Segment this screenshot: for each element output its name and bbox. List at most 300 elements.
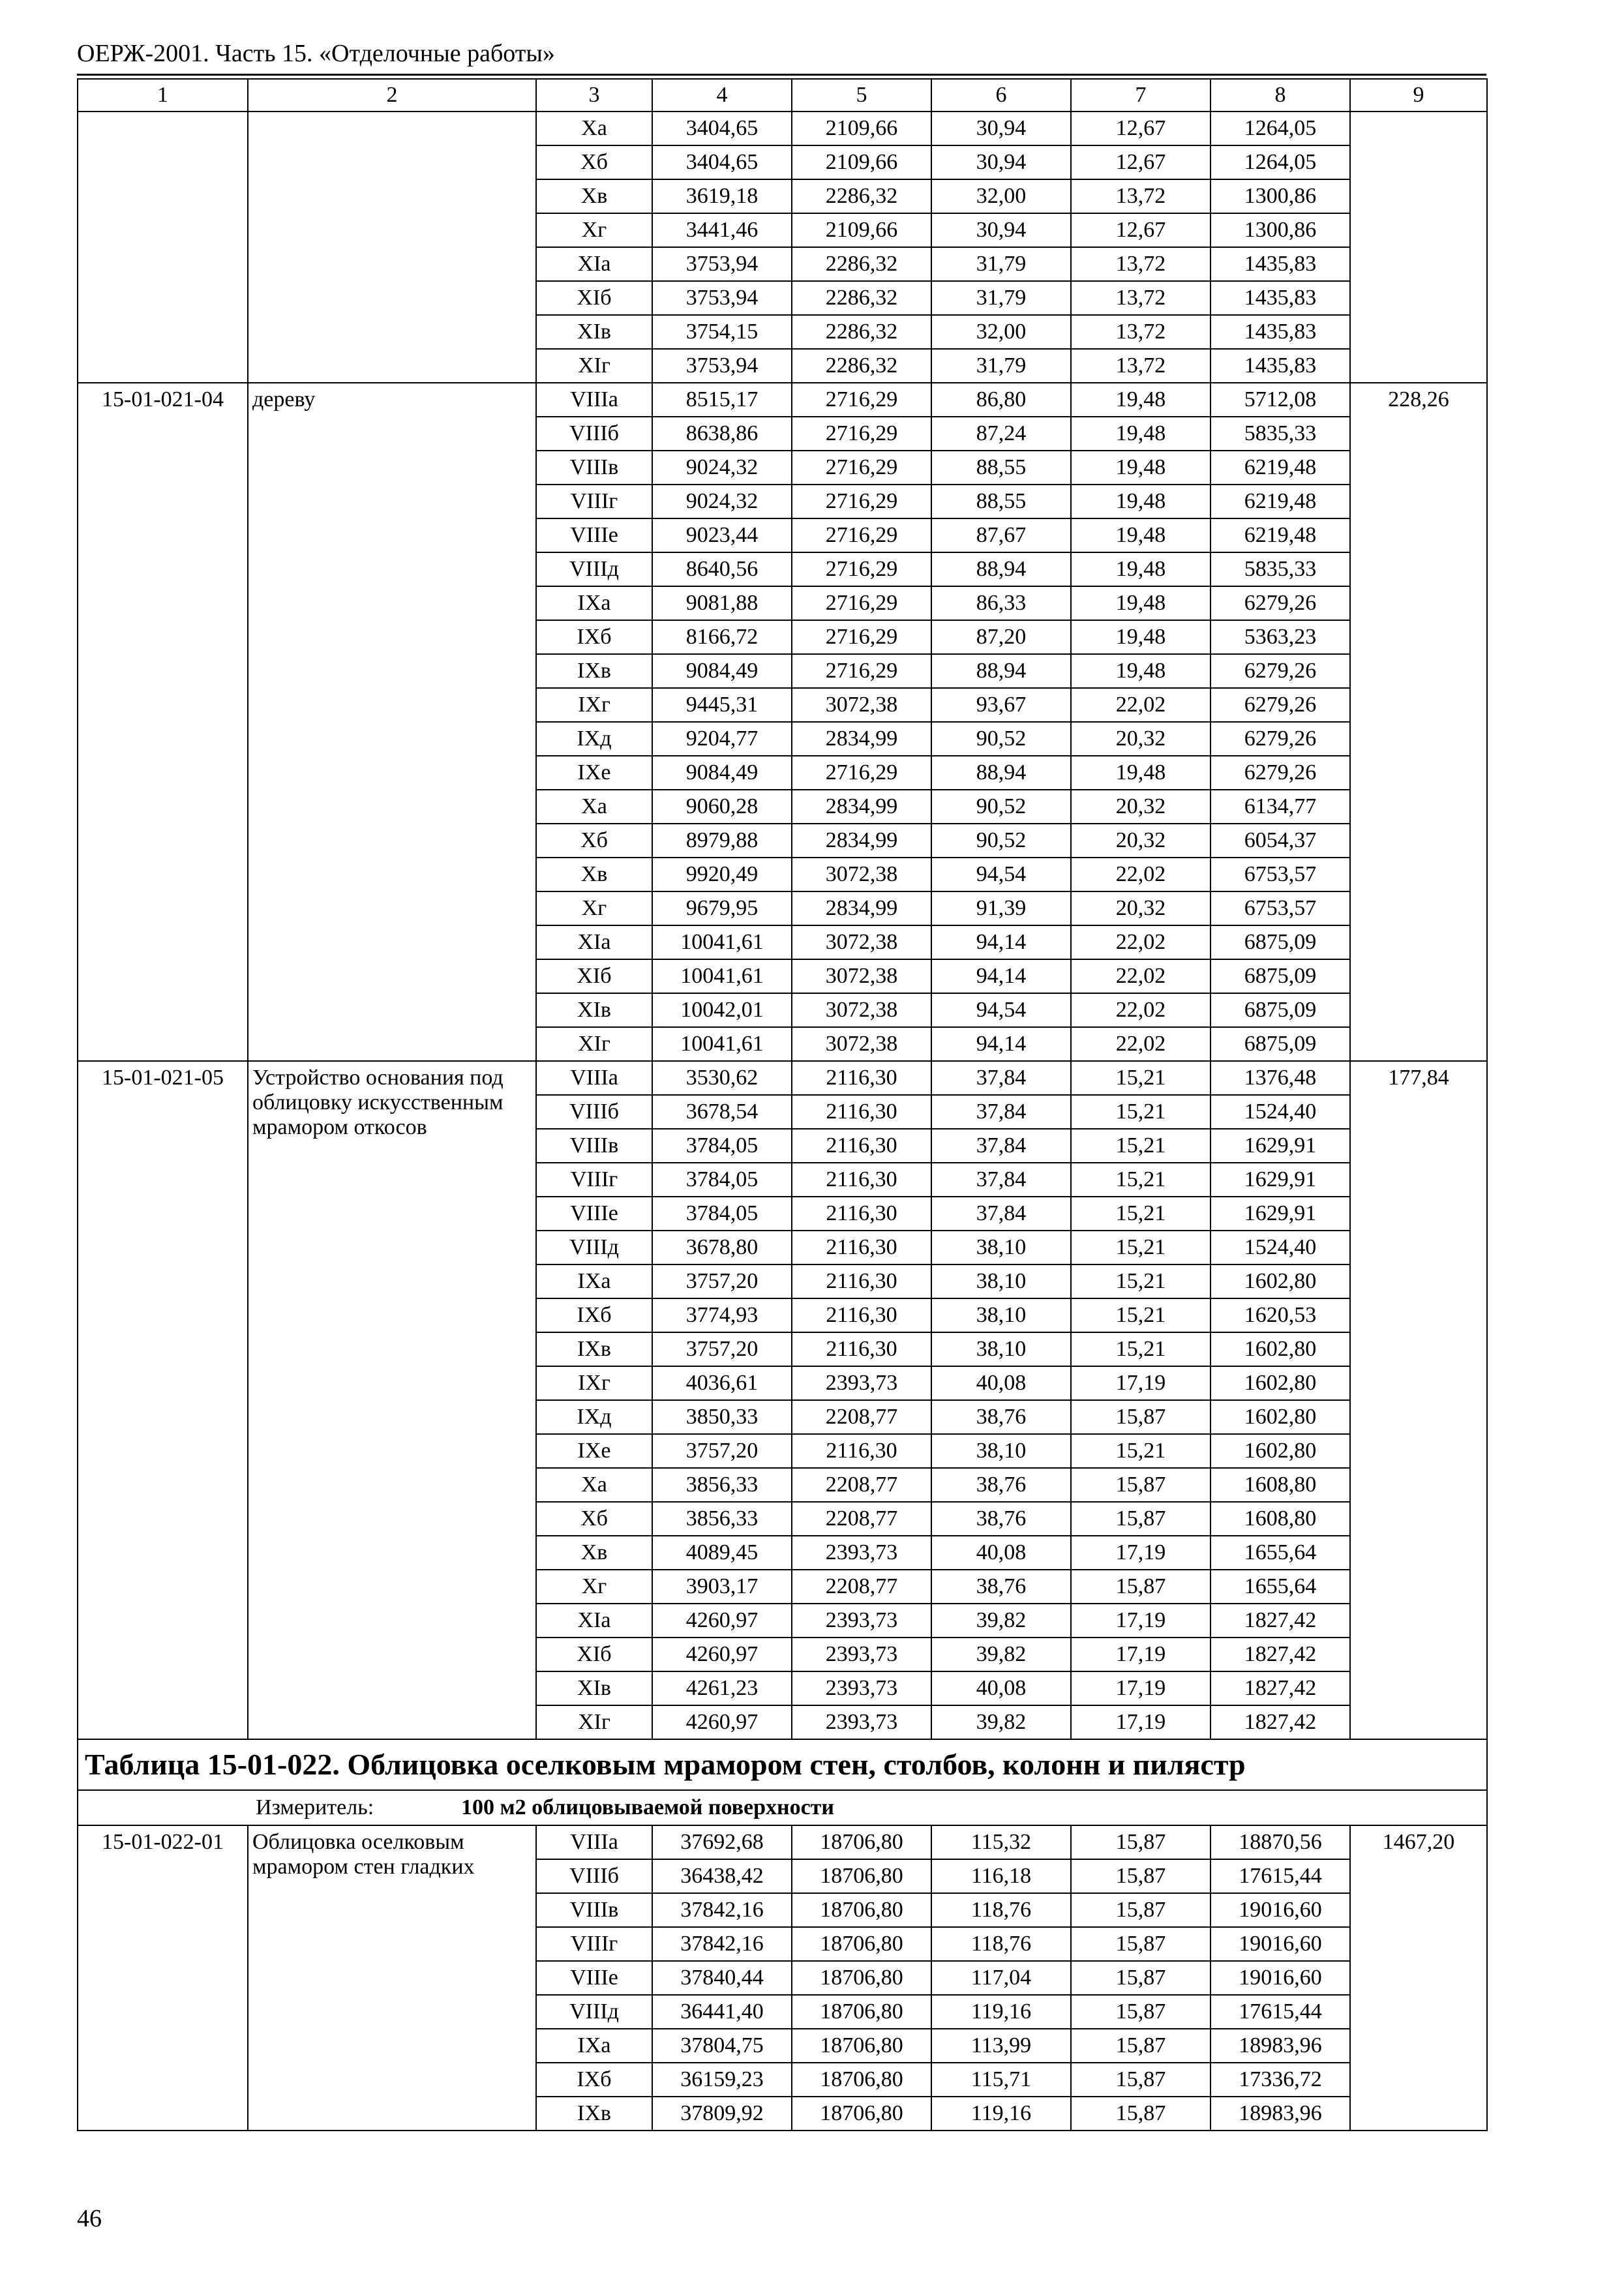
table-cell: 4089,45 (652, 1536, 792, 1570)
table-cell: 2716,29 (792, 552, 931, 586)
table-cell: 37,84 (931, 1163, 1071, 1197)
table-cell: 36441,40 (652, 1995, 792, 2029)
table-cell: 15,87 (1071, 1468, 1210, 1502)
table-cell: 15,21 (1071, 1298, 1210, 1332)
table-cell: 9084,49 (652, 654, 792, 688)
table-cell: VIIIe (536, 1197, 652, 1231)
table-cell: 3757,20 (652, 1434, 792, 1468)
table-cell: 5712,08 (1210, 383, 1350, 417)
table-cell: 13,72 (1071, 281, 1210, 315)
table-cell: 15,21 (1071, 1434, 1210, 1468)
table-cell: 15,87 (1071, 2063, 1210, 2097)
table-cell: 36159,23 (652, 2063, 792, 2097)
table-cell: 3678,54 (652, 1095, 792, 1129)
table-cell: 1524,40 (1210, 1095, 1350, 1129)
table-cell: 3441,46 (652, 213, 792, 247)
table-cell: 20,32 (1071, 824, 1210, 858)
table-cell: Xг (536, 891, 652, 925)
table-cell: 94,14 (931, 959, 1071, 993)
table-cell: 9445,31 (652, 688, 792, 722)
table-cell: 1602,80 (1210, 1332, 1350, 1366)
table-cell: Xв (536, 1536, 652, 1570)
table-cell: 6279,26 (1210, 654, 1350, 688)
table-cell: 17,19 (1071, 1705, 1210, 1739)
table-cell: 94,14 (931, 925, 1071, 959)
column-number: 7 (1071, 79, 1210, 112)
table-cell: 40,08 (931, 1671, 1071, 1705)
table-cell: VIIIe (536, 1961, 652, 1995)
column-number: 4 (652, 79, 792, 112)
table-cell: 2286,32 (792, 247, 931, 281)
table-cell: 17,19 (1071, 1366, 1210, 1400)
table-cell: 86,80 (931, 383, 1071, 417)
table-cell: 5363,23 (1210, 620, 1350, 654)
table-cell: 2716,29 (792, 756, 931, 790)
table-cell: 2834,99 (792, 722, 931, 756)
table-cell: 116,18 (931, 1859, 1071, 1893)
table-cell: 115,71 (931, 2063, 1071, 2097)
table-cell: 36438,42 (652, 1859, 792, 1893)
table-cell: 18983,96 (1210, 2097, 1350, 2131)
table-cell: 6279,26 (1210, 688, 1350, 722)
table-cell: Xв (536, 179, 652, 213)
table-cell: 118,76 (931, 1927, 1071, 1961)
table-cell: 6219,48 (1210, 451, 1350, 485)
table-cell: Xб (536, 824, 652, 858)
table-cell: 17615,44 (1210, 1995, 1350, 2029)
table-cell: 3753,94 (652, 281, 792, 315)
table-cell: 2116,30 (792, 1434, 931, 1468)
table-cell: XIг (536, 1705, 652, 1739)
table-cell: IXa (536, 1264, 652, 1298)
table-cell: 3784,05 (652, 1129, 792, 1163)
table-cell: 1602,80 (1210, 1366, 1350, 1400)
table-cell: 13,72 (1071, 247, 1210, 281)
table-cell: 15,87 (1071, 1400, 1210, 1434)
table-cell: 37,84 (931, 1129, 1071, 1163)
table-cell: 18706,80 (792, 1859, 931, 1893)
table-cell: 2208,77 (792, 1570, 931, 1604)
table-cell: 88,55 (931, 451, 1071, 485)
table-cell: 3072,38 (792, 925, 931, 959)
table-cell: XIa (536, 1604, 652, 1638)
table-cell: 39,82 (931, 1705, 1071, 1739)
table-cell: 17,19 (1071, 1536, 1210, 1570)
table-cell: 38,10 (931, 1332, 1071, 1366)
table-cell: 32,00 (931, 179, 1071, 213)
table-cell: 18706,80 (792, 2029, 931, 2063)
table-cell: Xг (536, 213, 652, 247)
table-row (78, 383, 1487, 417)
table-cell: 1435,83 (1210, 281, 1350, 315)
table-cell: Xa (536, 790, 652, 824)
table-cell: 18706,80 (792, 1995, 931, 2029)
table-cell: 87,24 (931, 417, 1071, 451)
table-cell: 22,02 (1071, 959, 1210, 993)
table-cell: 3754,15 (652, 315, 792, 349)
table-cell: VIIIa (536, 1061, 652, 1095)
table-cell: 87,67 (931, 518, 1071, 552)
table-cell: 2109,66 (792, 213, 931, 247)
table-cell: IXг (536, 1366, 652, 1400)
table-cell: 3530,62 (652, 1061, 792, 1095)
table-cell: 1629,91 (1210, 1197, 1350, 1231)
table-cell: 38,10 (931, 1298, 1071, 1332)
table-cell: 3072,38 (792, 858, 931, 891)
table-cell: 19,48 (1071, 417, 1210, 451)
table-cell: 4261,23 (652, 1671, 792, 1705)
table-cell: 88,94 (931, 654, 1071, 688)
table-cell: 15,21 (1071, 1264, 1210, 1298)
table-cell: VIIIг (536, 1927, 652, 1961)
table-cell: 38,76 (931, 1502, 1071, 1536)
table-cell: 6875,09 (1210, 925, 1350, 959)
table-cell: 115,32 (931, 1825, 1071, 1859)
table-cell: 3757,20 (652, 1332, 792, 1366)
table-cell: 2393,73 (792, 1366, 931, 1400)
table-cell: 19,48 (1071, 451, 1210, 485)
table-cell: 1827,42 (1210, 1604, 1350, 1638)
table-title: Таблица 15-01-022. Облицовка оселковым мрамором стен, столбов, колонн и пилястр (78, 1739, 1487, 1790)
table-cell: IXд (536, 1400, 652, 1434)
table-cell: 94,54 (931, 993, 1071, 1027)
table-cell: 2716,29 (792, 586, 931, 620)
table-cell: 38,10 (931, 1264, 1071, 1298)
table-cell: 2834,99 (792, 790, 931, 824)
table-cell: 17615,44 (1210, 1859, 1350, 1893)
table-cell: 38,10 (931, 1434, 1071, 1468)
table-cell: 6134,77 (1210, 790, 1350, 824)
table-cell: 2716,29 (792, 383, 931, 417)
row-name (248, 112, 536, 383)
table-cell: 19,48 (1071, 518, 1210, 552)
table-cell: 31,79 (931, 281, 1071, 315)
table-cell: 2116,30 (792, 1264, 931, 1298)
table-cell: 2208,77 (792, 1502, 931, 1536)
table-cell: 39,82 (931, 1604, 1071, 1638)
table-cell: IXв (536, 2097, 652, 2131)
table-cell: XIв (536, 315, 652, 349)
table-cell: IXг (536, 688, 652, 722)
table-cell: 3850,33 (652, 1400, 792, 1434)
table-cell: XIг (536, 1027, 652, 1061)
table-cell: VIIIв (536, 1893, 652, 1927)
measure-label: Измеритель: (256, 1795, 374, 1819)
table-cell: 3072,38 (792, 993, 931, 1027)
table-cell: 3757,20 (652, 1264, 792, 1298)
table-cell: 9084,49 (652, 756, 792, 790)
table-cell: 6875,09 (1210, 993, 1350, 1027)
table-cell: 31,79 (931, 349, 1071, 383)
table-cell: IXб (536, 1298, 652, 1332)
table-cell: 10041,61 (652, 959, 792, 993)
table-cell: 18706,80 (792, 2097, 931, 2131)
table-cell: 6279,26 (1210, 586, 1350, 620)
table-cell: 6279,26 (1210, 756, 1350, 790)
table-cell: 18870,56 (1210, 1825, 1350, 1859)
table-cell: 12,67 (1071, 145, 1210, 179)
table-cell: 118,76 (931, 1893, 1071, 1927)
table-cell: 9679,95 (652, 891, 792, 925)
table-cell: 1264,05 (1210, 112, 1350, 145)
table-cell: 119,16 (931, 1995, 1071, 2029)
table-cell: 3856,33 (652, 1468, 792, 1502)
table-cell: 2286,32 (792, 349, 931, 383)
table-cell: IXe (536, 1434, 652, 1468)
table-cell: 2116,30 (792, 1095, 931, 1129)
table-cell: 6054,37 (1210, 824, 1350, 858)
table-cell: 19016,60 (1210, 1961, 1350, 1995)
table-row (78, 1825, 1487, 1859)
table-cell: 9204,77 (652, 722, 792, 756)
table-cell: 1264,05 (1210, 145, 1350, 179)
table-cell: 13,72 (1071, 349, 1210, 383)
table-cell: 15,87 (1071, 1502, 1210, 1536)
table-cell: 37692,68 (652, 1825, 792, 1859)
table-cell: 9024,32 (652, 485, 792, 518)
table-cell: 9023,44 (652, 518, 792, 552)
table-cell: VIIIe (536, 518, 652, 552)
table-cell: 12,67 (1071, 112, 1210, 145)
table-cell: VIIIб (536, 1859, 652, 1893)
table-cell: XIб (536, 959, 652, 993)
table-cell: 1655,64 (1210, 1570, 1350, 1604)
table-cell: 2393,73 (792, 1604, 931, 1638)
table-cell: 20,32 (1071, 790, 1210, 824)
column-numbers-row (78, 79, 1487, 112)
table-cell: 2116,30 (792, 1197, 931, 1231)
measure-cell (78, 1790, 1487, 1825)
table-cell: 2834,99 (792, 891, 931, 925)
table-cell: 22,02 (1071, 925, 1210, 959)
table-cell: 1629,91 (1210, 1129, 1350, 1163)
table-cell: XIб (536, 281, 652, 315)
table-cell: 37,84 (931, 1197, 1071, 1231)
table-cell: 1435,83 (1210, 247, 1350, 281)
row-code: 15-01-021-04 (78, 383, 248, 1061)
table-cell: 93,67 (931, 688, 1071, 722)
table-cell: 15,87 (1071, 1570, 1210, 1604)
table-cell: 20,32 (1071, 722, 1210, 756)
table-cell: 2716,29 (792, 654, 931, 688)
column-number: 2 (248, 79, 536, 112)
table-cell: 15,21 (1071, 1095, 1210, 1129)
table-cell: 2393,73 (792, 1705, 931, 1739)
row-col9: 228,26 (1350, 383, 1487, 1061)
table-cell: VIIIб (536, 417, 652, 451)
table-cell: 2116,30 (792, 1332, 931, 1366)
table-row (78, 112, 1487, 145)
table-cell: 4260,97 (652, 1604, 792, 1638)
table-cell: XIa (536, 247, 652, 281)
table-cell: 37842,16 (652, 1927, 792, 1961)
table-cell: 15,87 (1071, 1859, 1210, 1893)
table-cell: 90,52 (931, 824, 1071, 858)
table-cell: 30,94 (931, 213, 1071, 247)
table-body (78, 79, 1487, 2131)
column-number: 8 (1210, 79, 1350, 112)
table-cell: 8979,88 (652, 824, 792, 858)
table-cell: 18706,80 (792, 2063, 931, 2097)
table-cell: 2393,73 (792, 1536, 931, 1570)
table-cell: 5835,33 (1210, 417, 1350, 451)
table-cell: XIв (536, 1671, 652, 1705)
table-cell: 3619,18 (652, 179, 792, 213)
column-number: 3 (536, 79, 652, 112)
table-cell: 94,14 (931, 1027, 1071, 1061)
table-cell: VIIIв (536, 1129, 652, 1163)
table-cell: 15,21 (1071, 1231, 1210, 1264)
table-cell: 19016,60 (1210, 1927, 1350, 1961)
table-cell: 1620,53 (1210, 1298, 1350, 1332)
table-cell: 1827,42 (1210, 1705, 1350, 1739)
table-cell: 87,20 (931, 620, 1071, 654)
table-cell: XIa (536, 925, 652, 959)
table-cell: 10041,61 (652, 925, 792, 959)
table-cell: 38,76 (931, 1570, 1071, 1604)
table-cell: 10042,01 (652, 993, 792, 1027)
table-cell: 22,02 (1071, 1027, 1210, 1061)
table-cell: 1376,48 (1210, 1061, 1350, 1095)
table-cell: 2286,32 (792, 179, 931, 213)
table-cell: 15,87 (1071, 1825, 1210, 1859)
table-cell: 3072,38 (792, 1027, 931, 1061)
table-cell: 32,00 (931, 315, 1071, 349)
table-cell: 1435,83 (1210, 349, 1350, 383)
table-cell: 18706,80 (792, 1893, 931, 1927)
table-cell: 12,67 (1071, 213, 1210, 247)
table-cell: 15,87 (1071, 1961, 1210, 1995)
table-cell: 3753,94 (652, 247, 792, 281)
table-cell: VIIIг (536, 485, 652, 518)
table-cell: 9081,88 (652, 586, 792, 620)
table-cell: 2116,30 (792, 1231, 931, 1264)
table-cell: 30,94 (931, 112, 1071, 145)
table-cell: VIIIa (536, 1825, 652, 1859)
table-cell: IXв (536, 1332, 652, 1366)
table-cell: 3404,65 (652, 112, 792, 145)
table-cell: 9920,49 (652, 858, 792, 891)
table-cell: 1629,91 (1210, 1163, 1350, 1197)
table-cell: 94,54 (931, 858, 1071, 891)
table-cell: Xa (536, 112, 652, 145)
table-cell: 88,94 (931, 756, 1071, 790)
table-cell: 3856,33 (652, 1502, 792, 1536)
table-cell: 38,76 (931, 1400, 1071, 1434)
table-cell: IXa (536, 586, 652, 620)
table-cell: Xв (536, 858, 652, 891)
table-cell: XIб (536, 1638, 652, 1671)
table-cell: 17,19 (1071, 1604, 1210, 1638)
table-cell: IXe (536, 756, 652, 790)
table-cell: 3404,65 (652, 145, 792, 179)
table-cell: IXб (536, 620, 652, 654)
table-cell: 9060,28 (652, 790, 792, 824)
table-cell: 37,84 (931, 1095, 1071, 1129)
table-cell: 19,48 (1071, 620, 1210, 654)
table-cell: 3903,17 (652, 1570, 792, 1604)
table-cell: 2716,29 (792, 451, 931, 485)
table-cell: 8166,72 (652, 620, 792, 654)
table-cell: 1602,80 (1210, 1264, 1350, 1298)
table-cell: 15,87 (1071, 1927, 1210, 1961)
row-col9 (1350, 112, 1487, 383)
table-cell: 1300,86 (1210, 179, 1350, 213)
table-cell: 88,94 (931, 552, 1071, 586)
table-cell: 37804,75 (652, 2029, 792, 2063)
table-cell: 6219,48 (1210, 518, 1350, 552)
table-cell: 2834,99 (792, 824, 931, 858)
table-cell: 6219,48 (1210, 485, 1350, 518)
column-number: 6 (931, 79, 1071, 112)
table-cell: 6875,09 (1210, 959, 1350, 993)
column-number: 5 (792, 79, 931, 112)
measure-row (78, 1790, 1487, 1825)
table-cell: 88,55 (931, 485, 1071, 518)
table-cell: 2116,30 (792, 1129, 931, 1163)
table-cell: 113,99 (931, 2029, 1071, 2063)
table-cell: 2716,29 (792, 417, 931, 451)
row-code: 15-01-021-05 (78, 1061, 248, 1739)
table-cell: 19,48 (1071, 654, 1210, 688)
table-cell: 19,48 (1071, 485, 1210, 518)
table-cell: 37840,44 (652, 1961, 792, 1995)
table-cell: 19,48 (1071, 586, 1210, 620)
table-cell: 1300,86 (1210, 213, 1350, 247)
table-cell: 2116,30 (792, 1298, 931, 1332)
table-cell: 2393,73 (792, 1671, 931, 1705)
table-cell: 2286,32 (792, 281, 931, 315)
table-cell: 38,76 (931, 1468, 1071, 1502)
table-cell: 1602,80 (1210, 1400, 1350, 1434)
table-cell: Xг (536, 1570, 652, 1604)
row-name: дереву (248, 383, 536, 1061)
table-cell: 30,94 (931, 145, 1071, 179)
table-cell: IXб (536, 2063, 652, 2097)
table-cell: 117,04 (931, 1961, 1071, 1995)
table-cell: 91,39 (931, 891, 1071, 925)
table-cell: VIIIд (536, 552, 652, 586)
table-cell: 90,52 (931, 722, 1071, 756)
table-cell: 8638,86 (652, 417, 792, 451)
table-cell: 19,48 (1071, 552, 1210, 586)
table-cell: 37,84 (931, 1061, 1071, 1095)
table-cell: 15,21 (1071, 1129, 1210, 1163)
table-row (78, 1061, 1487, 1095)
row-col9: 177,84 (1350, 1061, 1487, 1739)
table-cell: 3753,94 (652, 349, 792, 383)
price-table (77, 78, 1488, 2131)
table-cell: VIIIд (536, 1231, 652, 1264)
table-cell: 19,48 (1071, 383, 1210, 417)
table-cell: 119,16 (931, 2097, 1071, 2131)
table-cell: 1435,83 (1210, 315, 1350, 349)
page-header: ОЕРЖ-2001. Часть 15. «Отделочные работы» (77, 40, 555, 67)
table-cell: 37842,16 (652, 1893, 792, 1927)
table-cell: 20,32 (1071, 891, 1210, 925)
table-cell: VIIIб (536, 1095, 652, 1129)
table-cell: 15,21 (1071, 1197, 1210, 1231)
table-title-row (78, 1739, 1487, 1790)
table-cell: 90,52 (931, 790, 1071, 824)
table-cell: 1827,42 (1210, 1638, 1350, 1671)
table-cell: 3784,05 (652, 1197, 792, 1231)
header-rule (77, 74, 1486, 76)
table-cell: 15,87 (1071, 2097, 1210, 2131)
table-cell: 86,33 (931, 586, 1071, 620)
table-cell: 8515,17 (652, 383, 792, 417)
table-cell: 15,87 (1071, 1893, 1210, 1927)
